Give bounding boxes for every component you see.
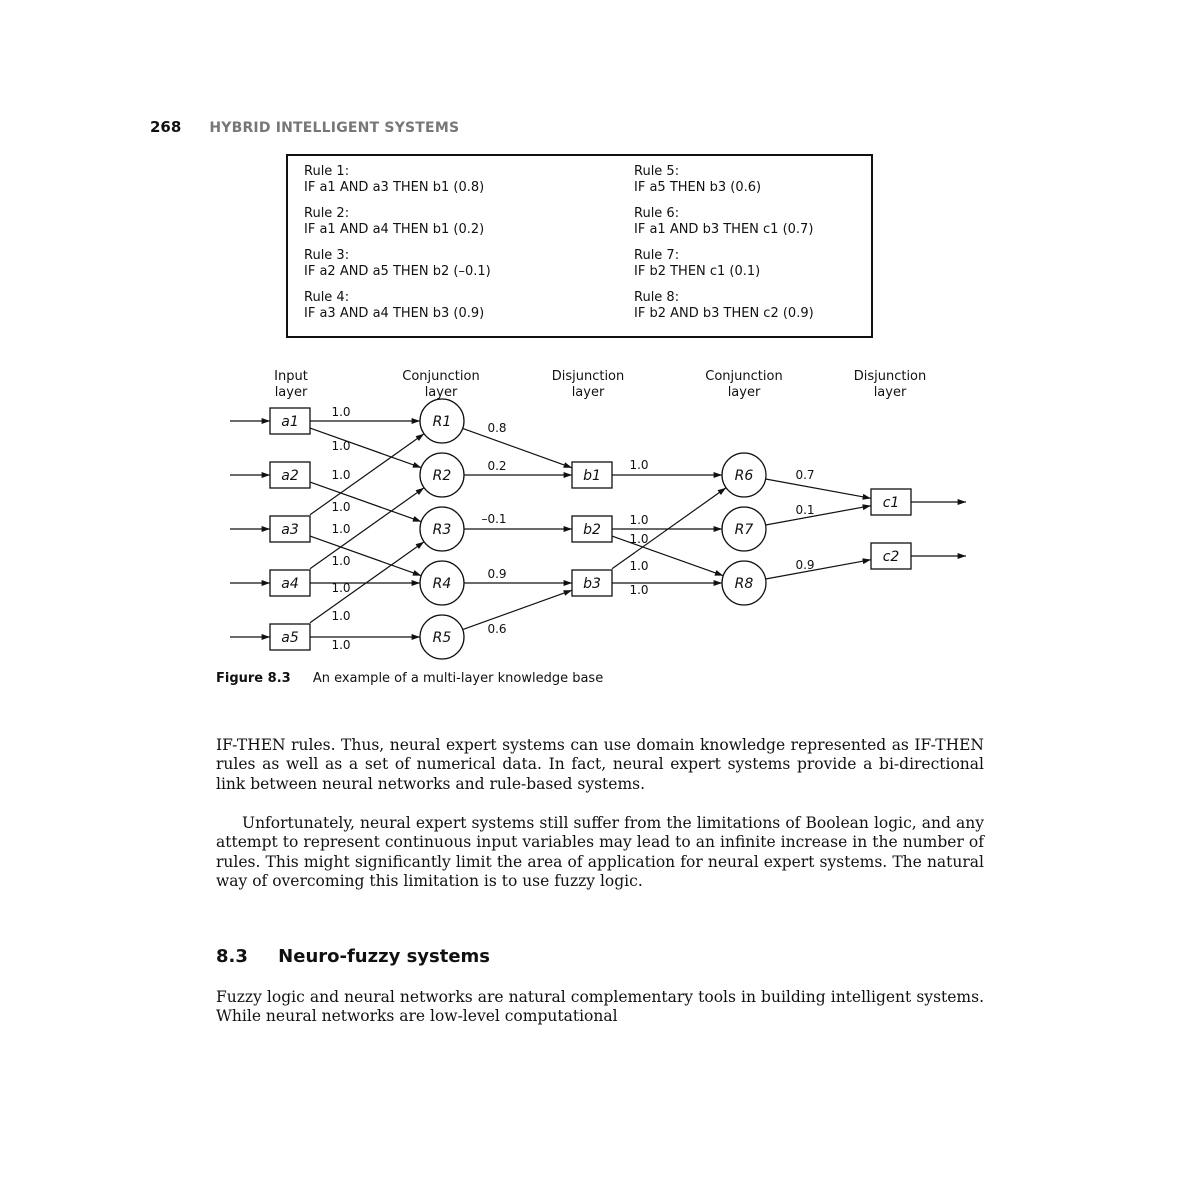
weight-label: 0.1 xyxy=(795,503,815,517)
weight-label: 1.0 xyxy=(629,532,649,546)
node-label-a2: a2 xyxy=(281,468,299,484)
weight-label: 1.0 xyxy=(331,500,351,514)
rule-label: Rule 7: xyxy=(634,248,680,263)
weight-label: –0.1 xyxy=(481,512,507,526)
node-label-a5: a5 xyxy=(281,630,299,646)
node-label-b1: b1 xyxy=(583,468,601,484)
weight-label: 1.0 xyxy=(331,439,351,453)
rule-text: IF b2 AND b3 THEN c2 (0.9) xyxy=(634,306,814,321)
figure-caption xyxy=(216,671,603,686)
weight-label: 0.9 xyxy=(487,567,507,581)
weight-label: 0.7 xyxy=(795,468,815,482)
layer-title: Disjunction xyxy=(551,369,625,384)
node-label-R1: R1 xyxy=(432,414,452,430)
page-number: 268 xyxy=(150,118,182,136)
layer-title: Input xyxy=(274,369,308,384)
node-label-R3: R3 xyxy=(432,522,452,538)
section-title: Neuro-fuzzy systems xyxy=(278,946,491,967)
body-paragraph: Fuzzy logic and neural networks are natural complementary tools in building intelligent systems. While neural networks are low-level computational xyxy=(216,988,984,1026)
node-label-R6: R6 xyxy=(734,468,754,484)
node-label-a3: a3 xyxy=(281,522,299,538)
layer-title: layer xyxy=(424,385,458,400)
body-paragraph: IF-THEN rules. Thus, neural expert systems can use domain knowledge represented as IF-THEN rules as well as a set of numerical data. In fact, neural expert systems provide a bi-directional link between neural networks and rule-based systems. xyxy=(216,736,984,793)
weight-label: 0.9 xyxy=(795,558,815,572)
figure-label: Figure 8.3 xyxy=(216,671,291,686)
layer-title: Conjunction xyxy=(402,369,480,384)
rule-text: IF a1 AND b3 THEN c1 (0.7) xyxy=(634,222,814,237)
rule-edge-R1-b1 xyxy=(463,428,572,467)
input-edge-a5-R3 xyxy=(310,542,424,623)
body-paragraph: Unfortunately, neural expert systems still suffer from the limitations of Boolean logic, and any attempt to represent continuous input variables may lead to an infinite increase in the number of rules. This might significantly limit the area of application for neural expert systems. The natural way of overcoming this limitation is to use fuzzy logic. xyxy=(216,814,984,891)
rule-text: IF a5 THEN b3 (0.6) xyxy=(634,180,762,195)
rule2-edge-R6-c1 xyxy=(766,479,871,498)
weight-label: 1.0 xyxy=(331,468,351,482)
weight-label: 1.0 xyxy=(331,554,351,568)
layer-title: layer xyxy=(873,385,907,400)
node-label-a4: a4 xyxy=(281,576,299,592)
rule-edge-R5-b3 xyxy=(463,590,572,629)
rule2-edge-R7-c1 xyxy=(766,506,871,525)
rule-label: Rule 2: xyxy=(304,206,350,221)
node-label-R8: R8 xyxy=(734,576,754,592)
rule-label: Rule 1: xyxy=(304,164,350,179)
node-label-c1: c1 xyxy=(882,495,900,511)
rule-label: Rule 3: xyxy=(304,248,350,263)
rule-text: IF a1 AND a4 THEN b1 (0.2) xyxy=(304,222,485,237)
node-label-R7: R7 xyxy=(734,522,754,538)
rule-text: IF a1 AND a3 THEN b1 (0.8) xyxy=(304,180,485,195)
layer-title: Disjunction xyxy=(853,369,927,384)
weight-label: 1.0 xyxy=(629,583,649,597)
node-label-b3: b3 xyxy=(583,576,601,592)
figure-caption-text: An example of a multi-layer knowledge base xyxy=(312,671,604,686)
weight-label: 1.0 xyxy=(331,522,351,536)
section-heading xyxy=(216,946,490,967)
weight-label: 1.0 xyxy=(629,559,649,573)
weight-label: 1.0 xyxy=(331,609,351,623)
layer-title: Conjunction xyxy=(705,369,783,384)
weight-label: 1.0 xyxy=(629,458,649,472)
rule-text: IF a2 AND a5 THEN b2 (–0.1) xyxy=(304,264,491,279)
layer-title: layer xyxy=(571,385,605,400)
node-label-R4: R4 xyxy=(432,576,452,592)
layer-title: layer xyxy=(274,385,308,400)
layer-title: layer xyxy=(727,385,761,400)
weight-label: 1.0 xyxy=(629,513,649,527)
weight-label: 1.0 xyxy=(331,638,351,652)
rule-label: Rule 4: xyxy=(304,290,350,305)
rule-label: Rule 6: xyxy=(634,206,680,221)
weight-label: 1.0 xyxy=(331,581,351,595)
weight-label: 0.6 xyxy=(487,622,507,636)
section-number: 8.3 xyxy=(216,946,248,967)
node-label-b2: b2 xyxy=(583,522,601,538)
weight-label: 0.8 xyxy=(487,421,507,435)
weight-label: 0.2 xyxy=(487,459,507,473)
node-label-a1: a1 xyxy=(281,414,299,430)
rule-label: Rule 8: xyxy=(634,290,680,305)
node-label-R5: R5 xyxy=(432,630,452,646)
rule-text: IF b2 THEN c1 (0.1) xyxy=(634,264,761,279)
node-label-R2: R2 xyxy=(432,468,452,484)
diagram-labels xyxy=(274,369,926,652)
rule2-edge-R8-c2 xyxy=(766,560,871,579)
running-head-title: HYBRID INTELLIGENT SYSTEMS xyxy=(209,120,460,136)
rule-label: Rule 5: xyxy=(634,164,680,179)
node-label-c2: c2 xyxy=(882,549,900,565)
weight-label: 1.0 xyxy=(331,405,351,419)
rule-text: IF a3 AND a4 THEN b3 (0.9) xyxy=(304,306,485,321)
